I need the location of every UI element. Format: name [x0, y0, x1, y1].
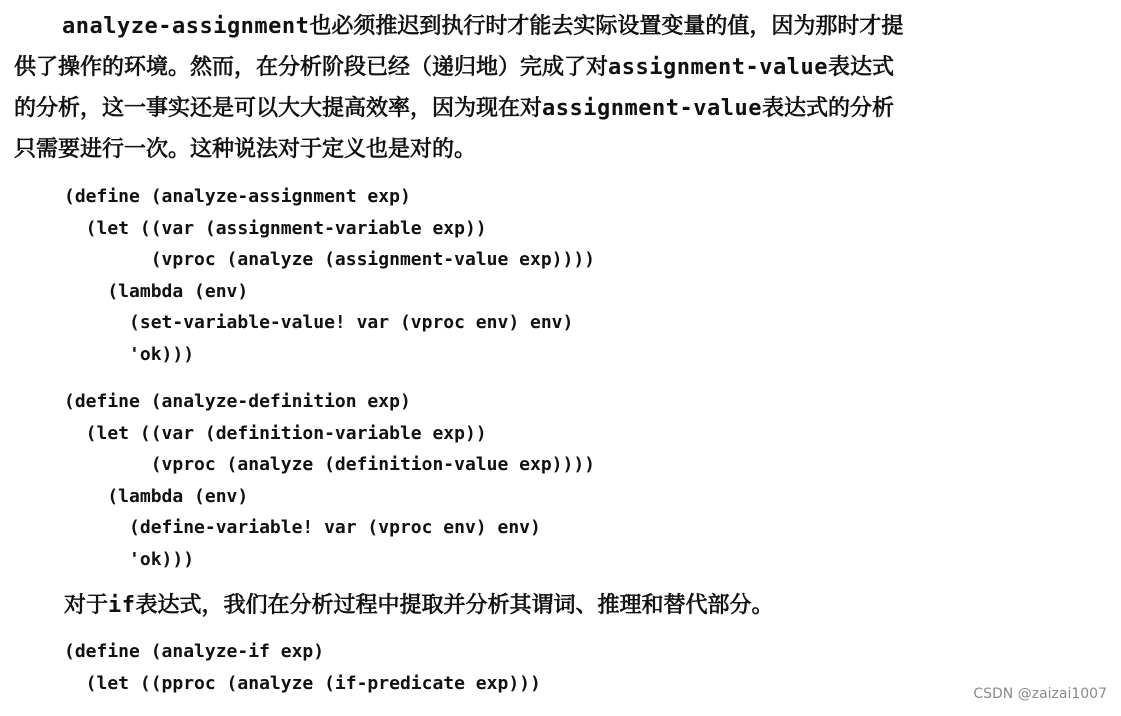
inline-code-assignment-value: assignment-value [608, 55, 828, 80]
code-line: 'ok))) [64, 343, 195, 365]
line-2-text: 供了操作的环境。然而，在分析阶段已经（递归地）完成了对 [14, 54, 609, 80]
code-line: (vproc (analyze (assignment-value exp)))) [64, 249, 596, 270]
inline-code-assignment-value-2: assignment-value [542, 96, 762, 121]
code-line: 'ok))) [64, 548, 195, 570]
paragraph-line-4 [14, 129, 1104, 169]
line-2-tail: 表达式 [827, 54, 894, 80]
inline-code-analyze-assignment: analyze-assignment [62, 14, 310, 39]
paragraph-if-expression [64, 585, 1121, 626]
code-block-analyze-assignment [64, 181, 595, 370]
line-1-text: 也必须推迟到执行时才能去实际设置变量的值，因为那时才提 [309, 13, 904, 39]
if-paragraph-pre: 对于 [64, 592, 109, 618]
code-line: (define-variable! var (vproc env) env) [64, 517, 541, 538]
line-3-tail: 表达式的分析 [761, 95, 894, 121]
code-line: (define (analyze-assignment exp) [64, 186, 411, 207]
code-line: (let ((var (assignment-variable exp)) [64, 217, 487, 239]
code-line: (let ((var (definition-variable exp)) [64, 422, 487, 444]
code-block-analyze-definition [64, 386, 595, 575]
code-line: (define (analyze-definition exp) [64, 391, 411, 412]
code-line: (set-variable-value! var (vproc env) env) [64, 312, 574, 333]
paragraph-line-1 [14, 6, 1104, 47]
inline-code-if: if [108, 593, 136, 618]
paragraph-assignment-analysis [14, 6, 1104, 169]
line-3-text: 的分析，这一事实还是可以大大提高效率，因为现在对 [14, 95, 543, 121]
line-4-text: 只需要进行一次。这种说法对于定义也是对的。 [14, 136, 477, 162]
paragraph-line-2 [14, 47, 1104, 88]
if-paragraph-post: 表达式，我们在分析过程中提取并分析其谓词、推理和替代部分。 [135, 592, 774, 618]
watermark: CSDN @zaizai1007 [973, 686, 1107, 702]
code-line: (vproc (analyze (definition-value exp)))) [64, 454, 596, 475]
code-block-analyze-if [64, 636, 541, 699]
code-line: (lambda (env) [64, 280, 249, 302]
paragraph-line-3 [14, 88, 1104, 129]
code-line: (lambda (env) [64, 485, 249, 507]
code-line: (let ((pproc (analyze (if-predicate exp))) [64, 672, 541, 694]
code-line: (define (analyze-if exp) [64, 641, 325, 662]
